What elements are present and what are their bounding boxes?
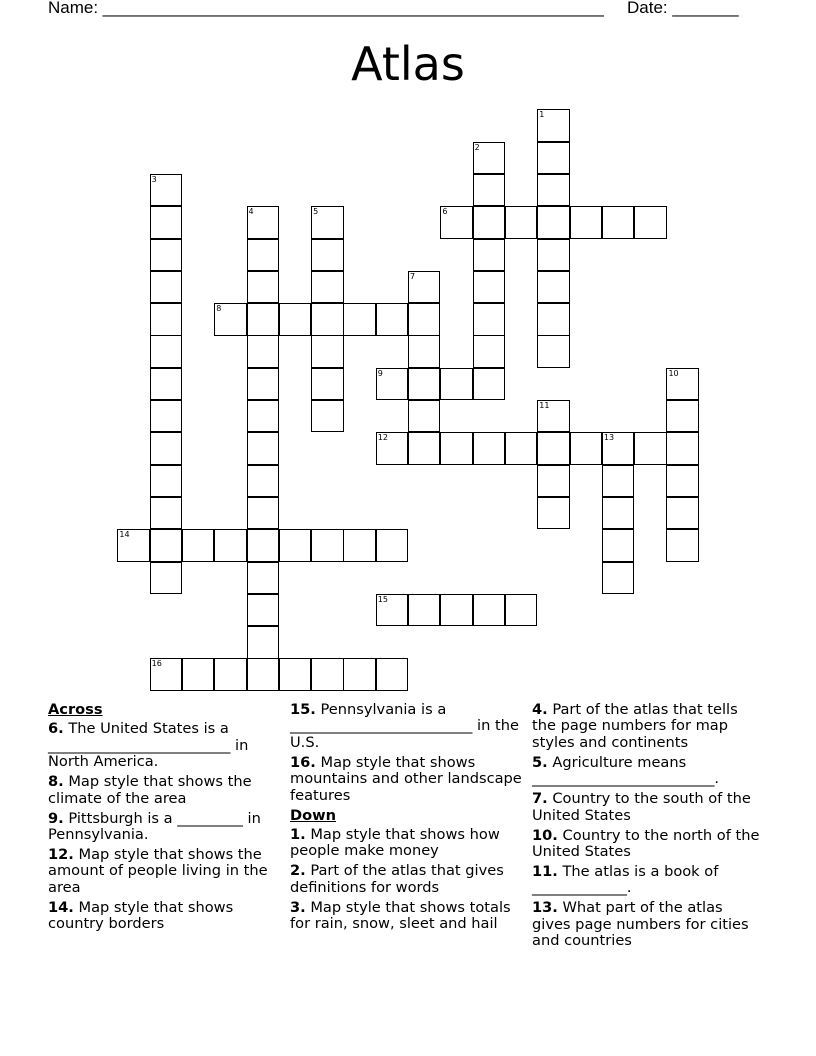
clue-column-1 xyxy=(48,702,280,936)
clue-text: Part of the atlas that tells the page numbers for map styles and continents xyxy=(532,701,738,751)
clue-text: Map style that shows mountains and other landscape features xyxy=(290,753,522,804)
grid-cell[interactable] xyxy=(311,303,343,335)
grid-cell[interactable] xyxy=(473,271,505,303)
clue-number-label: 6 xyxy=(442,207,448,217)
clue-across-15 xyxy=(290,702,522,751)
clue-number-label: 16 xyxy=(151,659,162,669)
clue-number: 13. xyxy=(532,899,558,917)
grid-cell[interactable] xyxy=(537,142,569,174)
clue-down-10 xyxy=(532,828,764,861)
name-field[interactable]: Name: _____________________________________________________ xyxy=(48,0,604,17)
grid-cell[interactable] xyxy=(408,432,440,464)
clue-text: Pittsburgh is a _________ in Pennsylvania. xyxy=(48,809,261,844)
grid-cell[interactable] xyxy=(311,206,343,238)
grid-cell[interactable] xyxy=(247,335,279,367)
grid-cell[interactable] xyxy=(311,239,343,271)
grid-cell[interactable] xyxy=(666,465,698,497)
clue-number-label: 1 xyxy=(539,110,545,120)
clue-down-7 xyxy=(532,791,764,824)
grid-cell[interactable] xyxy=(214,658,246,690)
grid-cell[interactable] xyxy=(537,239,569,271)
grid-cell[interactable] xyxy=(247,271,279,303)
clue-number: 2. xyxy=(290,862,306,880)
grid-cell[interactable] xyxy=(150,174,182,206)
clue-number-label: 12 xyxy=(377,433,388,443)
grid-cell[interactable] xyxy=(602,529,634,561)
grid-cell[interactable] xyxy=(247,239,279,271)
clue-text: The United States is a _________________________ in North America. xyxy=(48,720,249,771)
grid-cell[interactable] xyxy=(311,271,343,303)
clue-number: 3. xyxy=(290,898,306,916)
clue-down-3 xyxy=(290,900,522,933)
grid-cell[interactable] xyxy=(666,400,698,432)
grid-cell[interactable] xyxy=(666,432,698,464)
clue-across-16 xyxy=(290,755,522,804)
grid-cell[interactable] xyxy=(666,368,698,400)
clue-number: 15. xyxy=(290,701,316,718)
grid-cell[interactable] xyxy=(150,400,182,432)
clue-text: Pennsylvania is a _________________________ in the U.S. xyxy=(290,701,519,751)
grid-cell[interactable] xyxy=(247,206,279,238)
clue-across-6 xyxy=(48,721,280,770)
clue-text: Part of the atlas that gives definitions for words xyxy=(290,862,504,896)
clue-number-label: 9 xyxy=(377,368,383,378)
grid-cell[interactable] xyxy=(311,400,343,432)
grid-cell[interactable] xyxy=(440,368,472,400)
grid-cell[interactable] xyxy=(311,529,343,561)
grid-cell[interactable] xyxy=(666,497,698,529)
grid-cell[interactable] xyxy=(150,368,182,400)
grid-cell[interactable] xyxy=(279,529,311,561)
grid-cell[interactable] xyxy=(376,432,408,464)
grid-cell[interactable] xyxy=(247,465,279,497)
clue-number: 10. xyxy=(532,826,558,844)
grid-cell[interactable] xyxy=(247,303,279,335)
clue-number: 5. xyxy=(532,753,548,771)
grid-cell[interactable] xyxy=(602,497,634,529)
clue-number: 7. xyxy=(532,790,548,808)
grid-cell[interactable] xyxy=(247,432,279,464)
clue-number-label: 14 xyxy=(119,530,130,540)
clue-number: 16. xyxy=(290,753,316,771)
grid-cell[interactable] xyxy=(182,658,214,690)
clue-number: 14. xyxy=(48,898,74,916)
grid-cell[interactable] xyxy=(376,368,408,400)
grid-cell[interactable] xyxy=(408,594,440,626)
grid-cell[interactable] xyxy=(570,206,602,238)
clue-across-8 xyxy=(48,774,280,807)
grid-cell[interactable] xyxy=(473,303,505,335)
clue-across-14 xyxy=(48,900,280,933)
grid-cell[interactable] xyxy=(473,432,505,464)
grid-cell[interactable] xyxy=(537,174,569,206)
clue-text: What part of the atlas gives page numbers for cities and countries xyxy=(532,899,749,950)
clue-text: Map style that shows totals for rain, snow, sleet and hail xyxy=(290,898,511,933)
grid-cell[interactable] xyxy=(537,335,569,367)
grid-cell[interactable] xyxy=(311,368,343,400)
grid-cell[interactable] xyxy=(537,109,569,141)
clue-number: 11. xyxy=(532,863,558,881)
grid-cell[interactable] xyxy=(279,658,311,690)
grid-cell[interactable] xyxy=(182,529,214,561)
grid-cell[interactable] xyxy=(150,658,182,690)
clue-text: Map style that shows the amount of people living in the area xyxy=(48,846,268,896)
grid-cell[interactable] xyxy=(150,335,182,367)
grid-cell[interactable] xyxy=(602,465,634,497)
clue-text: Country to the north of the United States xyxy=(532,826,760,861)
grid-cell[interactable] xyxy=(376,594,408,626)
grid-cell[interactable] xyxy=(537,432,569,464)
grid-cell[interactable] xyxy=(537,271,569,303)
clue-across-9 xyxy=(48,811,280,844)
across-heading: Across xyxy=(48,701,103,718)
clue-down-4 xyxy=(532,702,764,751)
clue-number-label: 13 xyxy=(603,433,615,443)
clue-number-label: 3 xyxy=(151,174,157,184)
grid-cell[interactable] xyxy=(440,432,472,464)
clue-number: 6. xyxy=(48,720,64,738)
clue-down-5 xyxy=(532,755,764,788)
grid-cell[interactable] xyxy=(150,497,182,529)
grid-cell[interactable] xyxy=(150,239,182,271)
clue-number-label: 10 xyxy=(668,368,679,378)
grid-cell[interactable] xyxy=(343,303,375,335)
grid-cell[interactable] xyxy=(602,562,634,594)
grid-cell[interactable] xyxy=(473,368,505,400)
grid-cell[interactable] xyxy=(214,529,246,561)
clue-number: 4. xyxy=(532,701,548,718)
clue-down-1 xyxy=(290,827,522,860)
grid-cell[interactable] xyxy=(440,206,472,238)
grid-cell[interactable] xyxy=(602,206,634,238)
grid-cell[interactable] xyxy=(150,271,182,303)
grid-cell[interactable] xyxy=(376,658,408,690)
grid-cell[interactable] xyxy=(247,626,279,658)
date-field[interactable]: Date: _______ xyxy=(627,0,739,17)
clue-number: 9. xyxy=(48,809,64,827)
grid-cell[interactable] xyxy=(150,465,182,497)
clue-text: Country to the south of the United States xyxy=(532,790,751,824)
grid-cell[interactable] xyxy=(247,658,279,690)
grid-cell[interactable] xyxy=(440,594,472,626)
grid-cell[interactable] xyxy=(473,335,505,367)
clue-text: The atlas is a book of _____________. xyxy=(532,863,719,897)
grid-cell[interactable] xyxy=(473,142,505,174)
grid-cell[interactable] xyxy=(150,562,182,594)
clue-number-label: 2 xyxy=(474,142,480,152)
grid-cell[interactable] xyxy=(343,529,375,561)
clue-number-label: 15 xyxy=(377,594,388,604)
clue-number: 1. xyxy=(290,826,306,844)
grid-cell[interactable] xyxy=(408,368,440,400)
grid-cell[interactable] xyxy=(247,562,279,594)
clue-down-11 xyxy=(532,864,764,897)
grid-cell[interactable] xyxy=(666,529,698,561)
grid-cell[interactable] xyxy=(505,206,537,238)
grid-cell[interactable] xyxy=(473,239,505,271)
clue-down-13 xyxy=(532,900,764,949)
grid-cell[interactable] xyxy=(247,400,279,432)
grid-cell[interactable] xyxy=(408,400,440,432)
grid-cell[interactable] xyxy=(214,303,246,335)
grid-cell[interactable] xyxy=(150,432,182,464)
puzzle-title: Atlas xyxy=(351,37,465,91)
clue-text: Map style that shows how people make money xyxy=(290,826,500,860)
grid-cell[interactable] xyxy=(473,174,505,206)
grid-cell[interactable] xyxy=(150,206,182,238)
clue-column-2 xyxy=(290,702,522,936)
grid-cell[interactable] xyxy=(247,497,279,529)
grid-cell[interactable] xyxy=(247,368,279,400)
clue-text: Map style that shows the climate of the area xyxy=(48,773,252,807)
grid-cell[interactable] xyxy=(408,271,440,303)
grid-cell[interactable] xyxy=(408,335,440,367)
clue-text: Agriculture means _________________________. xyxy=(532,753,720,788)
clue-number: 8. xyxy=(48,773,64,791)
clue-column-3 xyxy=(532,702,764,953)
grid-cell[interactable] xyxy=(634,432,666,464)
grid-cell[interactable] xyxy=(376,529,408,561)
clue-number: 12. xyxy=(48,846,74,864)
down-heading: Down xyxy=(290,806,337,824)
grid-cell[interactable] xyxy=(505,432,537,464)
grid-cell[interactable] xyxy=(473,206,505,238)
grid-cell[interactable] xyxy=(279,303,311,335)
grid-cell[interactable] xyxy=(602,432,634,464)
grid-cell[interactable] xyxy=(408,303,440,335)
clue-number-label: 8 xyxy=(216,304,222,314)
grid-cell[interactable] xyxy=(247,529,279,561)
clue-number-label: 7 xyxy=(410,271,416,281)
clue-number-label: 11 xyxy=(539,401,550,411)
grid-cell[interactable] xyxy=(570,432,602,464)
grid-cell[interactable] xyxy=(634,206,666,238)
grid-cell[interactable] xyxy=(311,335,343,367)
clue-text: Map style that shows country borders xyxy=(48,898,234,933)
grid-cell[interactable] xyxy=(117,529,149,561)
grid-cell[interactable] xyxy=(150,529,182,561)
grid-cell[interactable] xyxy=(150,303,182,335)
grid-cell[interactable] xyxy=(473,594,505,626)
clue-across-12 xyxy=(48,847,280,896)
grid-cell[interactable] xyxy=(343,658,375,690)
grid-cell[interactable] xyxy=(537,497,569,529)
grid-cell[interactable] xyxy=(537,400,569,432)
clue-number-label: 4 xyxy=(248,207,254,217)
grid-cell[interactable] xyxy=(505,594,537,626)
clue-number-label: 5 xyxy=(313,207,319,217)
grid-cell[interactable] xyxy=(537,303,569,335)
grid-cell[interactable] xyxy=(311,658,343,690)
grid-cell[interactable] xyxy=(376,303,408,335)
grid-cell[interactable] xyxy=(537,206,569,238)
grid-cell[interactable] xyxy=(537,465,569,497)
grid-cell[interactable] xyxy=(247,594,279,626)
clue-down-2 xyxy=(290,863,522,896)
